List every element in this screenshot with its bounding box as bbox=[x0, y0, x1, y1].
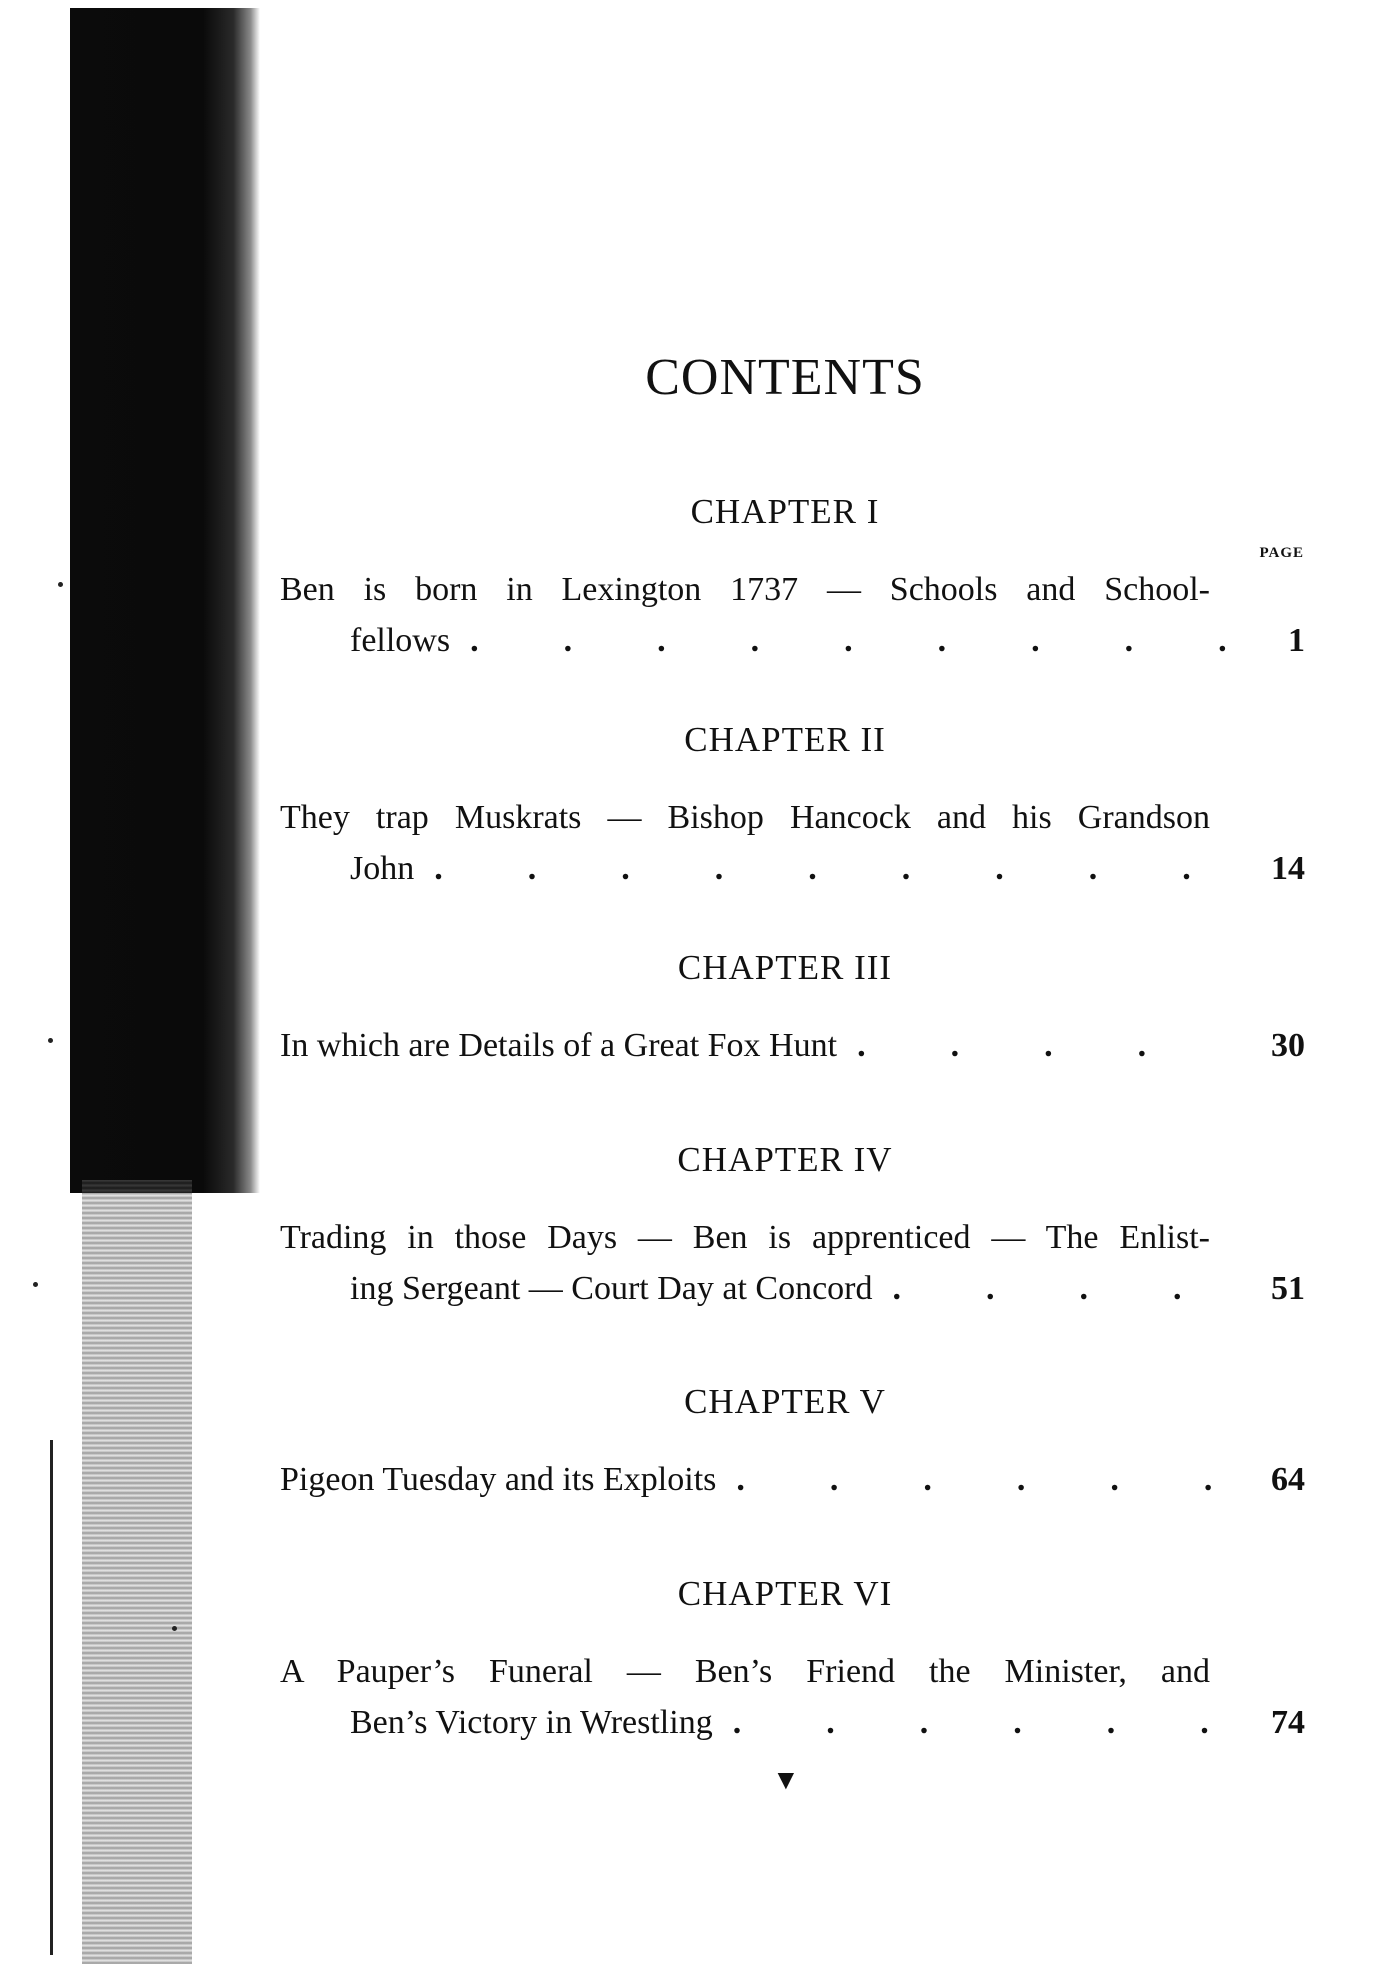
scan-speck bbox=[58, 582, 63, 587]
scanned-binding-shadow bbox=[70, 8, 260, 1193]
scan-speck bbox=[33, 1282, 38, 1287]
page-number: 14 bbox=[1271, 850, 1305, 887]
scanned-binding-fade bbox=[82, 1180, 192, 1964]
dot-leader bbox=[837, 1020, 1230, 1071]
dot-leader bbox=[873, 1263, 1230, 1314]
page-number: 1 bbox=[1288, 622, 1305, 659]
entry-title-line: Ben’s Victory in Wrestling bbox=[350, 1704, 713, 1741]
chapter-label: CHAPTER III bbox=[677, 948, 893, 987]
scan-speck bbox=[48, 1038, 53, 1043]
page-number: 64 bbox=[1271, 1461, 1305, 1498]
continuation-mark: ▼ bbox=[772, 1765, 800, 1796]
entry-title-line: John bbox=[350, 850, 415, 887]
entry-title-line: A Pauper’s Funeral — Ben’s Friend the Minister, and bbox=[280, 1653, 1210, 1690]
page-number: 30 bbox=[1271, 1027, 1305, 1064]
page-edge-line bbox=[50, 1440, 53, 1955]
chapter-label: CHAPTER VI bbox=[677, 1574, 893, 1613]
entry-title-line: Trading in those Days — Ben is apprenticed — The Enlist- bbox=[280, 1219, 1210, 1256]
toc-entry[interactable] bbox=[280, 792, 1305, 894]
dot-leader bbox=[713, 1697, 1230, 1748]
entry-title-line: ing Sergeant — Court Day at Concord bbox=[350, 1270, 873, 1307]
chapter-label: CHAPTER IV bbox=[677, 1140, 893, 1179]
dot-leader bbox=[716, 1454, 1230, 1505]
entry-title-line: Ben is born in Lexington 1737 — Schools and School- bbox=[280, 571, 1210, 608]
toc-entry[interactable] bbox=[280, 1646, 1305, 1748]
entry-title-line: Pigeon Tuesday and its Exploits bbox=[280, 1461, 717, 1498]
chapter-label: CHAPTER V bbox=[684, 1382, 886, 1421]
contents-heading: CONTENTS bbox=[645, 349, 925, 406]
dot-leader bbox=[450, 615, 1230, 666]
scan-speck bbox=[172, 1626, 177, 1631]
page-number: 51 bbox=[1271, 1270, 1305, 1307]
entry-title-line: fellows bbox=[350, 622, 451, 659]
chapter-label: CHAPTER I bbox=[690, 492, 880, 531]
page-column-label: PAGE bbox=[1259, 545, 1304, 561]
chapter-label: CHAPTER II bbox=[684, 720, 886, 759]
toc-entry[interactable] bbox=[280, 1020, 1305, 1071]
toc-entry[interactable] bbox=[280, 564, 1305, 666]
toc-entry[interactable] bbox=[280, 1212, 1305, 1314]
page-number: 74 bbox=[1271, 1704, 1305, 1741]
toc-entry[interactable] bbox=[280, 1454, 1305, 1505]
entry-title-line: They trap Muskrats — Bishop Hancock and his Grandson bbox=[280, 799, 1210, 836]
entry-title-line: In which are Details of a Great Fox Hunt bbox=[280, 1027, 838, 1064]
dot-leader bbox=[414, 843, 1230, 894]
